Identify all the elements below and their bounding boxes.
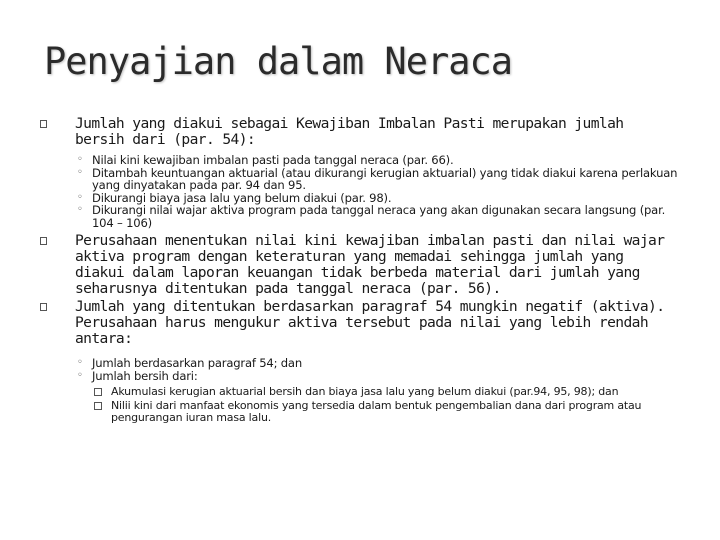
square-bullet-icon — [94, 402, 102, 410]
sub-bullet-text: Ditambah keuntuangan aktuarial (atau dikurangi kerugian aktuarial) yang tidak diakui karena perlakuan yang dinyatakan pada par. 94 dan 95. — [92, 165, 678, 192]
circle-bullet-icon: ◦ — [77, 166, 83, 178]
bullet-2 — [40, 233, 680, 297]
bullet-1-sublist — [40, 154, 680, 229]
circle-bullet-icon: ◦ — [77, 191, 83, 203]
circle-bullet-icon: ◦ — [77, 154, 83, 165]
sub-bullet-text: Nilai kini kewajiban imbalan pasti pada tanggal neraca (par. 66). — [92, 153, 454, 167]
sub-bullet — [77, 165, 680, 192]
bullet-3 — [40, 299, 680, 347]
sub-bullet — [77, 203, 680, 230]
sub-sub-bullet-text: Nilii kini dari manfaat ekonomis yang tersedia dalam bentuk pengembalian dana dari program atau pengurangan iuran masa lalu. — [111, 399, 642, 424]
sub-bullet-text: Jumlah bersih dari: — [92, 368, 198, 383]
bullet-1 — [40, 116, 680, 148]
sub-bullet-text: Jumlah berdasarkan paragraf 54; dan — [92, 356, 302, 370]
square-bullet-icon — [40, 120, 47, 128]
slide-content — [40, 116, 680, 428]
circle-bullet-icon: ◦ — [77, 357, 83, 368]
bullet-1-text: Jumlah yang diakui sebagai Kewajiban Imbalan Pasti merupakan jumlah bersih dari (par. 54): — [75, 115, 624, 148]
bullet-3-subsublist — [92, 386, 680, 424]
sub-bullet-text: Dikurangi nilai wajar aktiva program pada tanggal neraca yang akan digunakan secara langsung (par. 104 – 106) — [92, 203, 666, 230]
circle-bullet-icon: ◦ — [77, 204, 83, 215]
sub-bullet-text: Dikurangi biaya jasa lalu yang belum diakui (par. 98). — [92, 190, 392, 205]
sub-bullet — [77, 368, 680, 425]
sub-sub-bullet — [111, 400, 680, 424]
sub-sub-bullet-text: Akumulasi kerugian aktuarial bersih dan biaya jasa lalu yang belum diakui (par.94, 95, 98); dan — [111, 385, 619, 398]
bullet-3-sublist — [40, 357, 680, 424]
bullet-2-text: Perusahaan menentukan nilai kini kewajiban imbalan pasti dan nilai wajar aktiva program dengan keteraturan yang memadai sehingga jumlah yang diakui dalam laporan keuangan tidak berbeda material dari jumlah yang seharusnya ditentukan pada tanggal neraca (par. 56). — [75, 232, 665, 297]
circle-bullet-icon: ◦ — [77, 369, 83, 381]
square-bullet-icon — [40, 237, 47, 245]
bullet-3-text: Jumlah yang ditentukan berdasarkan paragraf 54 mungkin negatif (aktiva). Perusahaan harus mengukur aktiva tersebut pada nilai yang lebih rendah antara: — [75, 298, 665, 347]
square-bullet-icon — [40, 303, 47, 311]
sub-sub-bullet — [111, 386, 680, 398]
square-bullet-icon — [94, 388, 102, 396]
slide-title: Penyajian dalam Neraca — [44, 40, 513, 83]
